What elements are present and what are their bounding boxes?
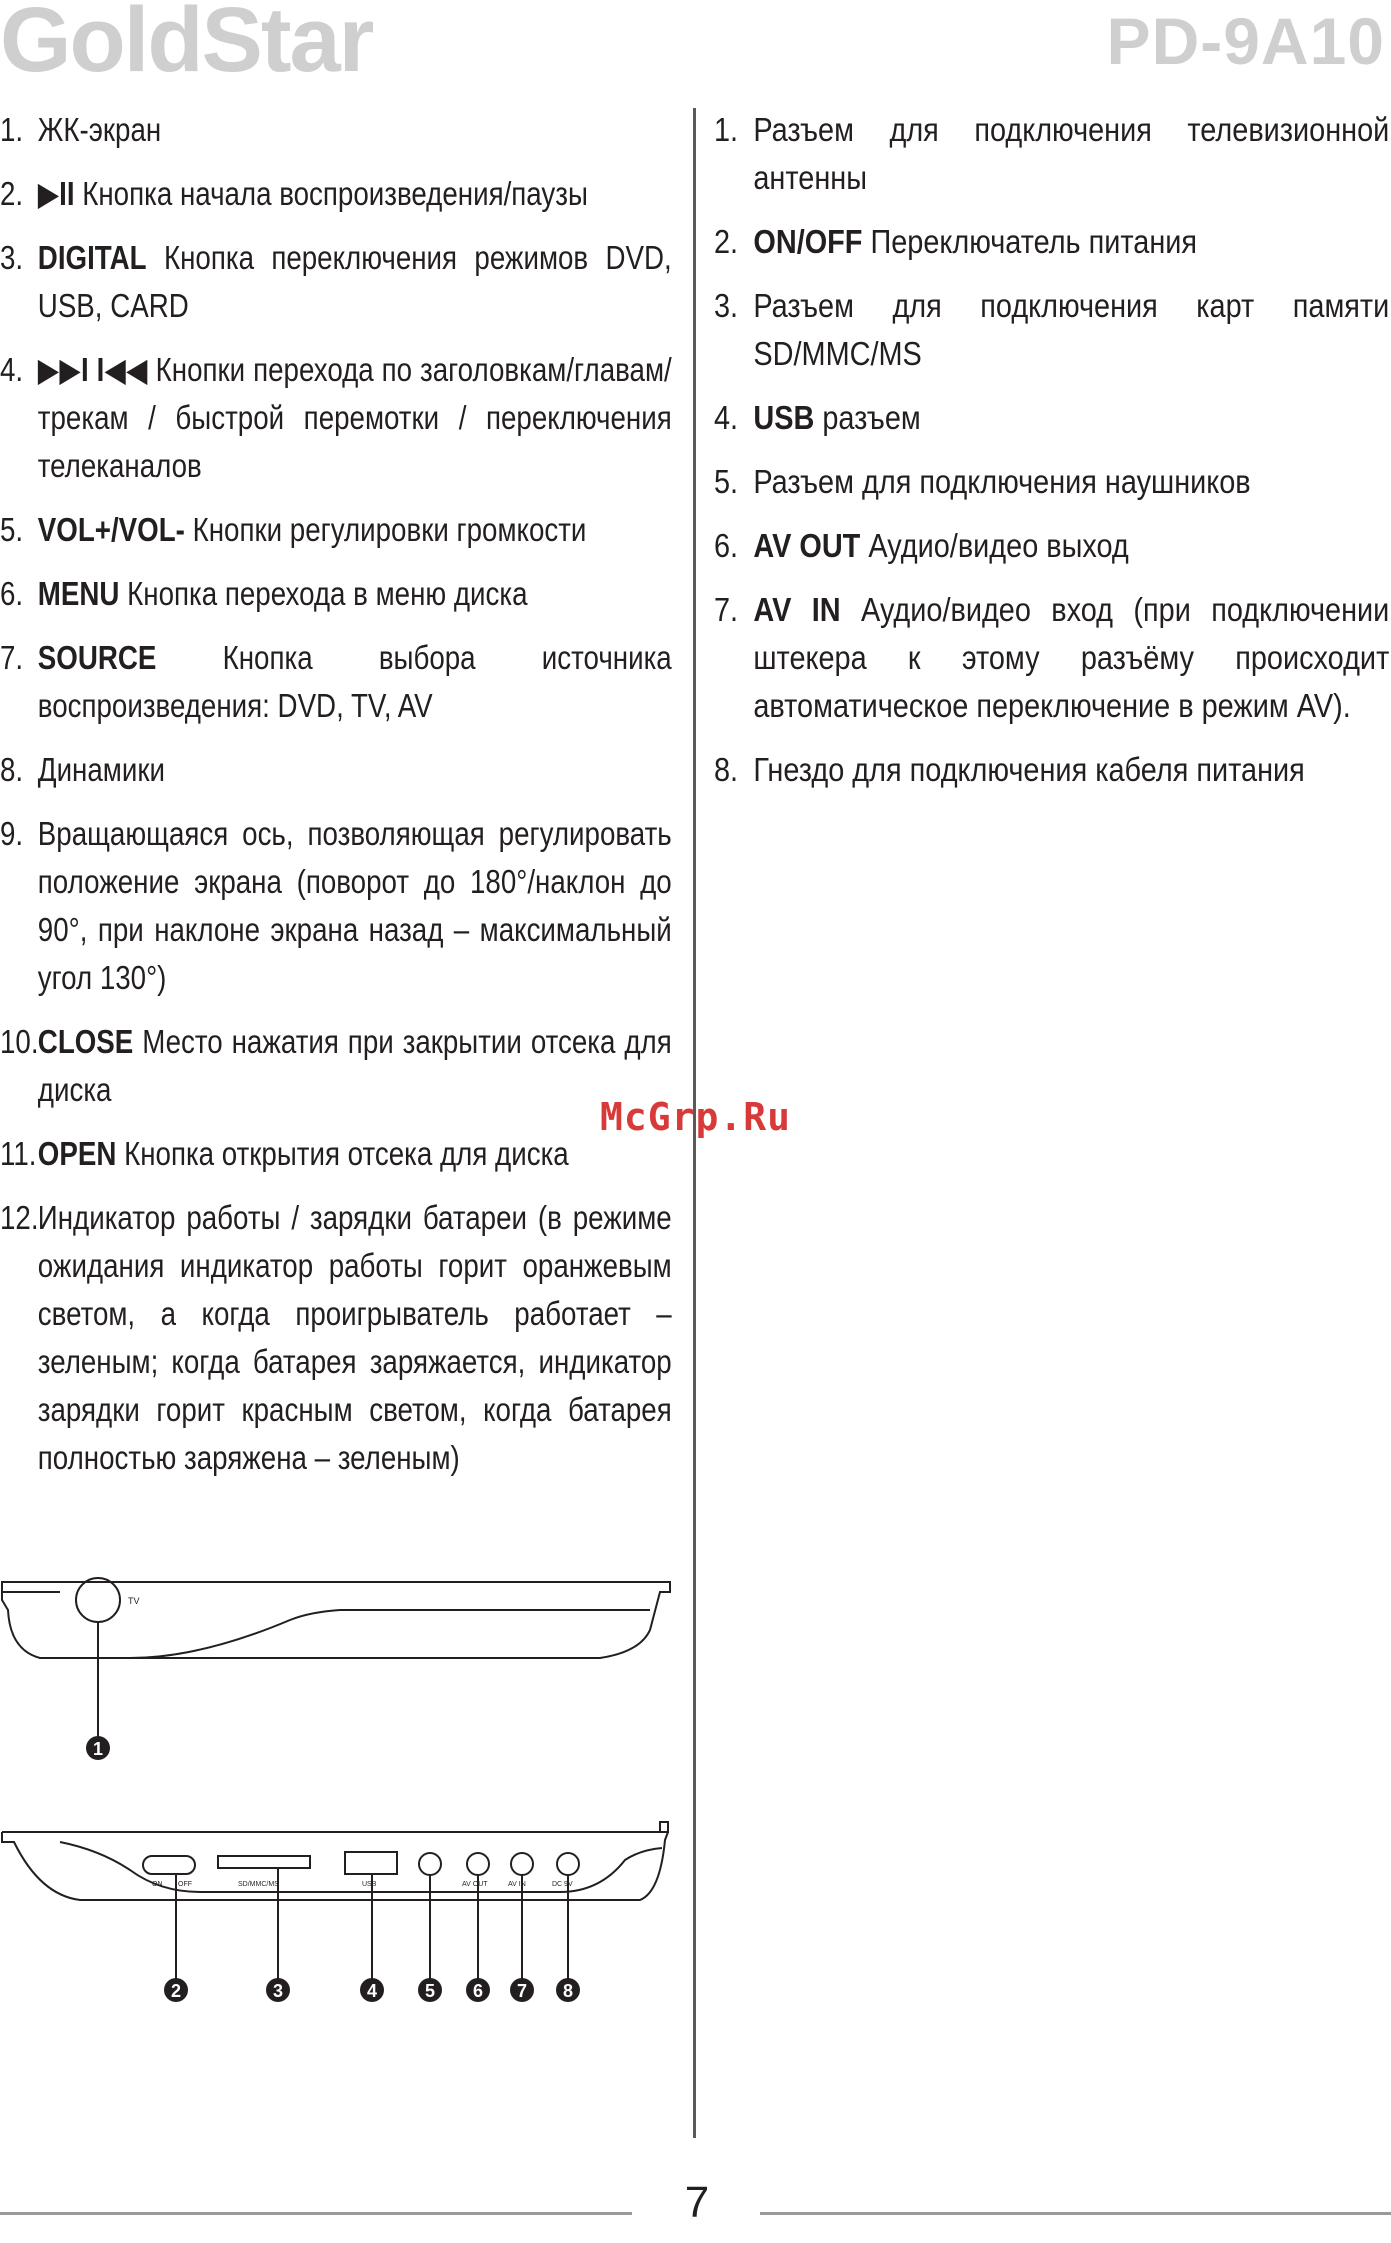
footer-rule-left (0, 2212, 632, 2215)
list-item: 4. ▶▶I I◀◀ Кнопки перехода по заголовкам/главам/трекам / быстрой перемотки / переключения телеканалов (0, 351, 672, 484)
port-label: SD/MMC/MS (238, 1881, 279, 1888)
port-label: DC 9V (552, 1881, 573, 1888)
usb-port-icon (345, 1852, 397, 1874)
callout-label: 2 (170, 1981, 182, 2001)
player-top-side-diagram (0, 1570, 680, 1770)
list-item: 1. Разъем для подключения телевизионной антенны (714, 111, 1390, 196)
watermark: McGrp.Ru (600, 1095, 792, 1139)
av-out-jack-icon (467, 1853, 489, 1875)
page-number: 7 (684, 2178, 710, 2227)
list-item: 8. Гнездо для подключения кабеля питания (714, 751, 1305, 788)
list-item: 6. MENU Кнопка перехода в меню диска (0, 575, 528, 612)
port-label: USB (362, 1881, 377, 1888)
list-item: 3. Разъем для подключения карт памяти SD/MMC/MS (714, 287, 1390, 372)
list-item: 12. Индикатор работы / зарядки батареи (в режиме ожидания индикатор работы горит оранжевым светом, а когда проигрыватель работает – зеленым; когда батарея заряжается, индикатор зарядки горит красным светом, когда батарея полностью заряжена – зеленым) (0, 1199, 672, 1476)
list-item: 3. DIGITAL Кнопка переключения режимов DVD, USB, CARD (0, 239, 672, 324)
port-label: ON (152, 1881, 163, 1888)
list-item: 2. ▶II Кнопка начала воспроизведения/паузы (0, 175, 588, 212)
list-item: 7. SOURCE Кнопка выбора источника воспроизведения: DVD, TV, AV (0, 639, 672, 724)
list-item: 1. ЖК-экран (0, 111, 162, 148)
callout-label: 1 (92, 1739, 104, 1759)
card-slot-icon (218, 1856, 310, 1868)
model-number: PD-9A10 (1106, 4, 1385, 78)
av-in-jack-icon (511, 1853, 533, 1875)
dc-in-jack-icon (557, 1853, 579, 1875)
footer-rule-right (760, 2212, 1391, 2215)
port-label: AV IN (508, 1881, 526, 1888)
port-label: AV OUT (462, 1881, 488, 1888)
callout-label: 3 (272, 1981, 284, 2001)
callout-label: 5 (424, 1981, 436, 2001)
right-connector-list (714, 106, 1391, 810)
list-item: 8. Динамики (0, 751, 165, 788)
list-item: 11. OPEN Кнопка открытия отсека для диска (0, 1135, 569, 1172)
list-item: 6. AV OUT Аудио/видео выход (714, 527, 1129, 564)
list-item: 2. ON/OFF Переключатель питания (714, 223, 1198, 260)
callout-label: 6 (472, 1981, 484, 2001)
headphone-jack-icon (419, 1853, 441, 1875)
callout-label: 7 (516, 1981, 528, 2001)
tv-antenna-jack-icon (76, 1578, 120, 1622)
list-item: 5. VOL+/VOL- Кнопки регулировки громкости (0, 511, 587, 548)
list-item: 7. AV IN Аудио/видео вход (при подключении штекера к этому разъёму происходит автоматическое переключение в режим AV). (714, 591, 1390, 724)
tv-port-label: TV (128, 1596, 140, 1606)
brand-logo: GoldStar (0, 0, 373, 91)
player-connector-side-diagram (0, 1820, 700, 2020)
callout-label: 8 (562, 1981, 574, 2001)
list-item: 4. USB разъем (714, 399, 921, 436)
left-feature-list (0, 106, 672, 1498)
list-item: 5. Разъем для подключения наушников (714, 463, 1251, 500)
power-switch-icon (143, 1856, 195, 1874)
port-label: OFF (178, 1881, 192, 1888)
list-item: 9. Вращающаяся ось, позволяющая регулировать положение экрана (поворот до 180°/наклон до 90°, при наклоне экрана назад – максимальный угол 130°) (0, 815, 672, 996)
list-item: 10. CLOSE Место нажатия при закрытии отсека для диска (0, 1023, 672, 1108)
callout-label: 4 (366, 1981, 378, 2001)
